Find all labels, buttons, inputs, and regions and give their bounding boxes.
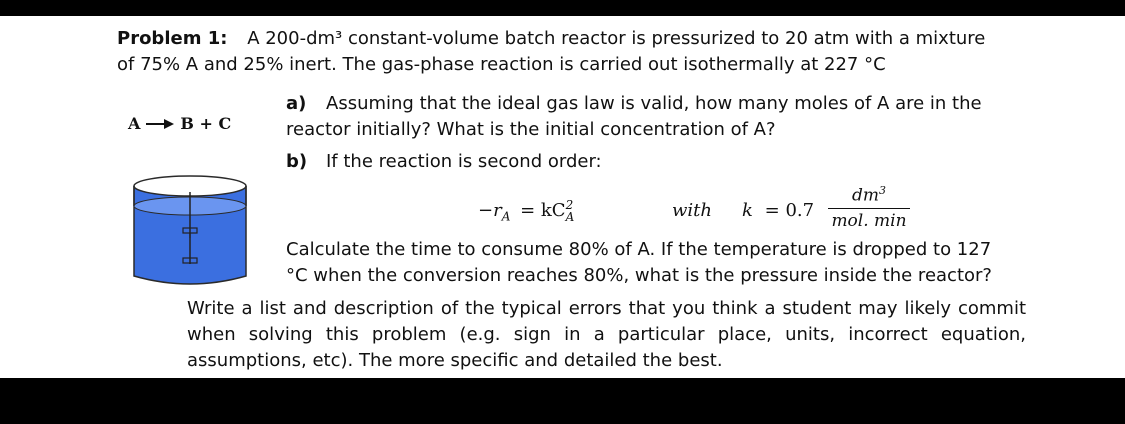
part-a-line-1 bbox=[286, 93, 982, 115]
part-a-label: a) bbox=[286, 93, 307, 114]
rate-constant-expression bbox=[742, 200, 814, 221]
rate-law-lhs: −r bbox=[478, 200, 502, 221]
rate-constant-units bbox=[828, 184, 910, 231]
rate-law-equation bbox=[478, 199, 574, 224]
units-numerator: $dm^3$ bbox=[828, 184, 910, 209]
rate-law-lhs-subscript: A bbox=[501, 209, 511, 224]
rate-constant-symbol: k bbox=[742, 200, 753, 221]
rate-law-rhs: = kC bbox=[520, 200, 566, 221]
reaction-arrow-icon bbox=[146, 118, 174, 130]
reaction-products: B + C bbox=[180, 114, 232, 133]
rate-law-rhs-superscript: 2 bbox=[565, 198, 574, 212]
reaction-reactant: A bbox=[128, 114, 141, 133]
part-b-line-1 bbox=[286, 151, 602, 173]
part-a-text-1: Assuming that the ideal gas law is valid, how many moles of A are in the bbox=[326, 93, 982, 114]
problem-label: Problem 1: bbox=[117, 28, 228, 49]
rate-constant-value: = 0.7 bbox=[764, 200, 815, 221]
part-b-text-1: If the reaction is second order: bbox=[326, 151, 602, 172]
part-b-line-3: °C when the conversion reaches 80%, what is the pressure inside the reactor? bbox=[286, 265, 992, 286]
problem-statement-line-1 bbox=[117, 28, 985, 50]
problem-text-1: A 200-dm³ constant-volume batch reactor is pressurized to 20 atm with a mixture bbox=[247, 28, 986, 49]
batch-reactor-icon bbox=[130, 172, 250, 292]
reaction-equation bbox=[128, 114, 231, 133]
task-line-2: when solving this problem (e.g. sign in a particular place, units, incorrect equation, bbox=[187, 324, 1026, 345]
part-b-label: b) bbox=[286, 151, 308, 172]
task-line-1: Write a list and description of the typical errors that you think a student may likely commit bbox=[187, 298, 1026, 319]
problem-statement-line-2: of 75% A and 25% inert. The gas-phase reaction is carried out isothermally at 227 °C bbox=[117, 54, 886, 75]
units-denominator: mol. min bbox=[831, 210, 907, 231]
with-word: with bbox=[672, 200, 712, 221]
part-a-line-2: reactor initially? What is the initial concentration of A? bbox=[286, 119, 776, 140]
document-page bbox=[0, 16, 1125, 378]
task-line-3: assumptions, etc). The more specific and detailed the best. bbox=[187, 350, 723, 371]
rate-law-rhs-subscript: A bbox=[565, 210, 575, 224]
part-b-line-2: Calculate the time to consume 80% of A. If the temperature is dropped to 127 bbox=[286, 239, 992, 260]
